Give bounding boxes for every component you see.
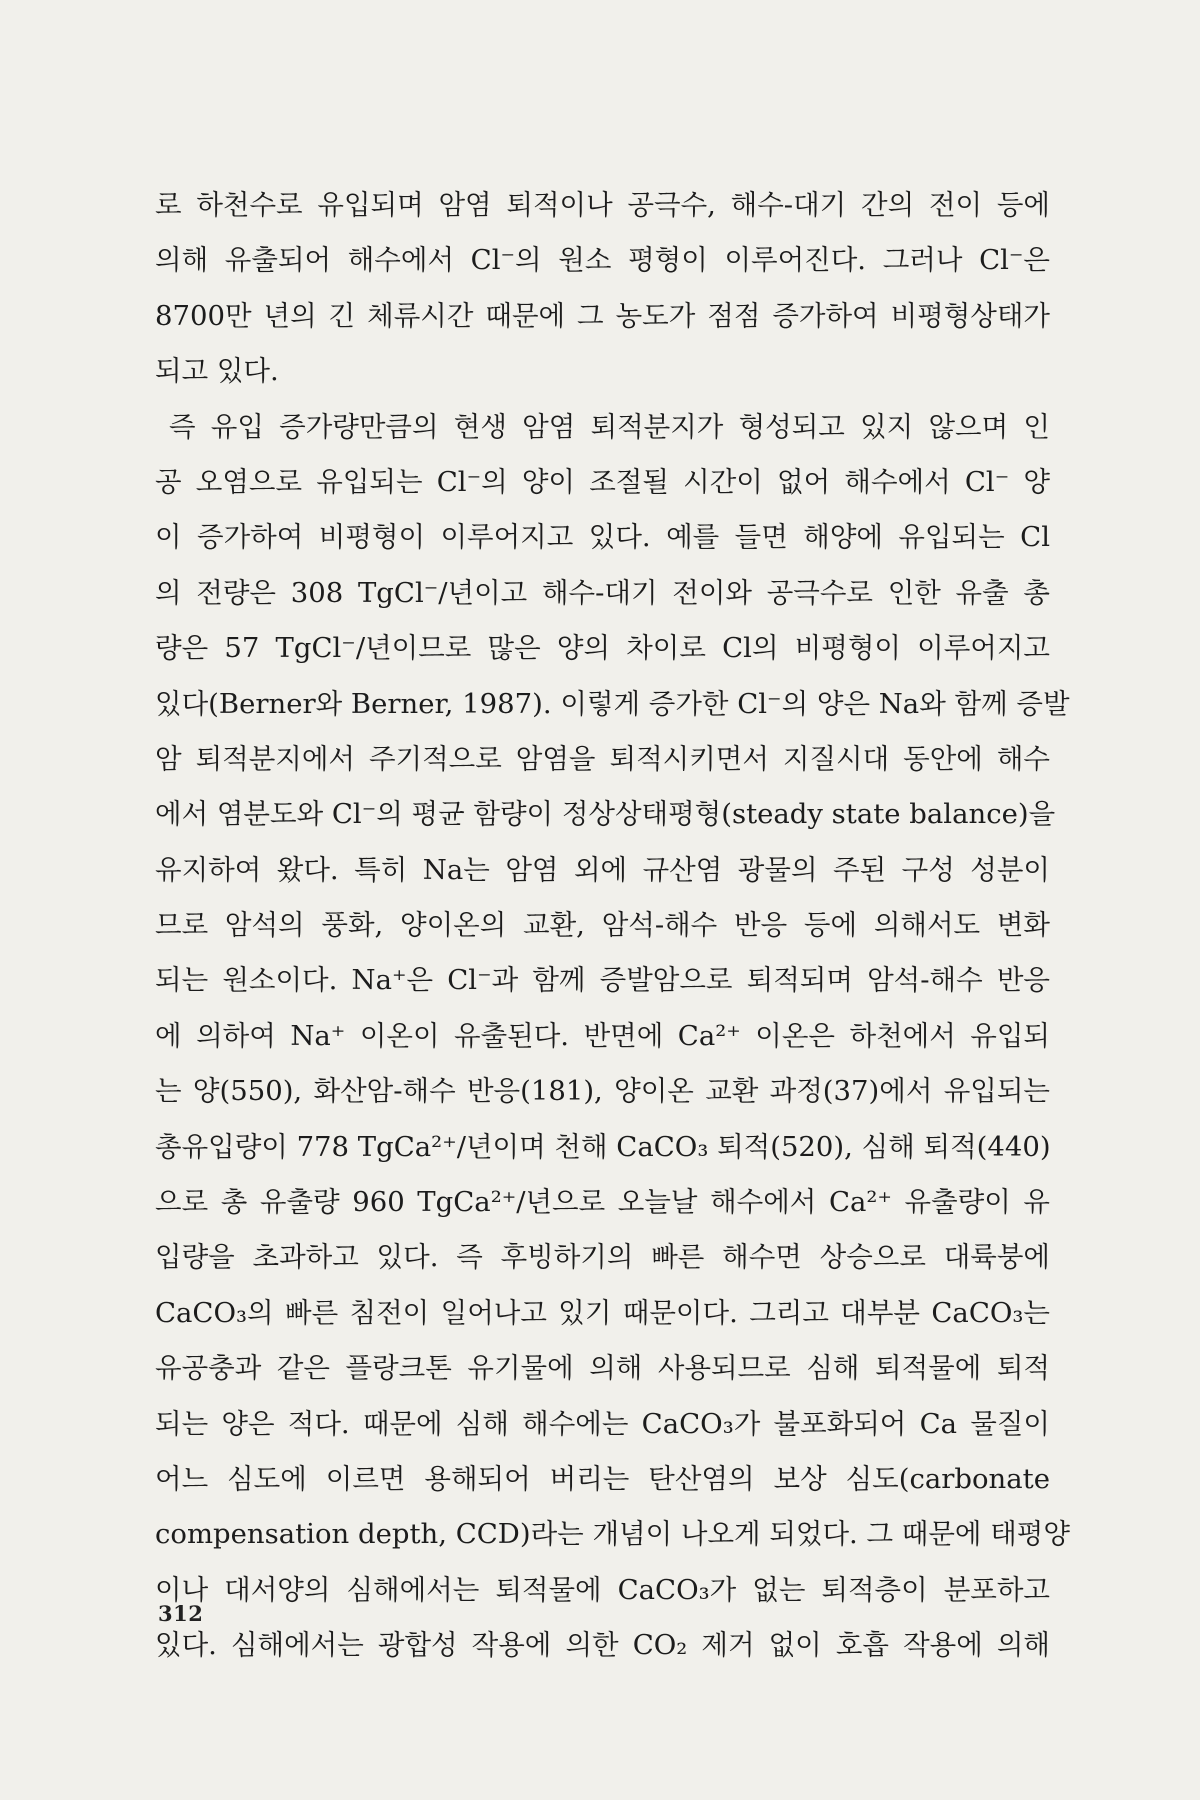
text-line: 있다. 심해에서는 광합성 작용에 의한 CO₂ 제거 없이 호흡 작용에 의해 (155, 1629, 1050, 1662)
text-line: 입량을 초과하고 있다. 즉 후빙하기의 빠른 해수면 상승으로 대륙붕에 (155, 1241, 1050, 1274)
text-line: 의 전량은 308 TgCl⁻/년이고 해수-대기 전이와 공극수로 인한 유출 총 (155, 576, 1050, 609)
text-line: 으로 총 유출량 960 TgCa²⁺/년으로 오늘날 해수에서 Ca²⁺ 유출량이 유 (155, 1186, 1050, 1219)
text-line: 유지하여 왔다. 특히 Na는 암염 외에 규산염 광물의 주된 구성 성분이 (155, 853, 1050, 886)
page-number: 312 (158, 1601, 204, 1626)
text-line: 어느 심도에 이르면 용해되어 버리는 탄산염의 보상 심도(carbonate (155, 1462, 1050, 1495)
text-line: 는 양(550), 화산암-해수 반응(181), 양이온 교환 과정(37)에서 유입되는 (155, 1075, 1050, 1108)
text-line: CaCO₃의 빠른 침전이 일어나고 있기 때문이다. 그리고 대부분 CaCO₃는 (155, 1296, 1050, 1329)
body-text (155, 178, 1070, 1674)
text-line: 므로 암석의 풍화, 양이온의 교환, 암석-해수 반응 등에 의해서도 변화 (155, 909, 1050, 942)
text-line: 되는 양은 적다. 때문에 심해 해수에는 CaCO₃가 불포화되어 Ca 물질이 (155, 1407, 1050, 1440)
text-line: 공 오염으로 유입되는 Cl⁻의 양이 조절될 시간이 없어 해수에서 Cl⁻ 양 (155, 465, 1050, 498)
text-line: 에서 염분도와 Cl⁻의 평균 함량이 정상상태평형(steady state balance)을 (155, 798, 1056, 831)
text-line: 에 의하여 Na⁺ 이온이 유출된다. 반면에 Ca²⁺ 이온은 하천에서 유입되 (155, 1019, 1050, 1052)
text-line: 량은 57 TgCl⁻/년이므로 많은 양의 차이로 Cl의 비평형이 이루어지고 (155, 632, 1050, 665)
text-line: 되는 원소이다. Na⁺은 Cl⁻과 함께 증발암으로 퇴적되며 암석-해수 반응 (155, 964, 1050, 997)
text-line: 즉 유입 증가량만큼의 현생 암염 퇴적분지가 형성되고 있지 않으며 인 (169, 410, 1050, 443)
text-line: 이나 대서양의 심해에서는 퇴적물에 CaCO₃가 없는 퇴적층이 분포하고 (155, 1573, 1050, 1606)
text-line: 의해 유출되어 해수에서 Cl⁻의 원소 평형이 이루어진다. 그러나 Cl⁻은 (155, 244, 1050, 277)
text-line: 이 증가하여 비평형이 이루어지고 있다. 예를 들면 해양에 유입되는 Cl (155, 521, 1050, 554)
text-line: 8700만 년의 긴 체류시간 때문에 그 농도가 점점 증가하여 비평형상태가 (155, 299, 1050, 332)
text-line: compensation depth, CCD)라는 개념이 나오게 되었다. 그 때문에 태평양 (155, 1518, 1070, 1551)
text-line: 암 퇴적분지에서 주기적으로 암염을 퇴적시키면서 지질시대 동안에 해수 (155, 742, 1050, 775)
text-line: 유공충과 같은 플랑크톤 유기물에 의해 사용되므로 심해 퇴적물에 퇴적 (155, 1352, 1050, 1385)
text-line: 있다(Berner와 Berner, 1987). 이렇게 증가한 Cl⁻의 양은 Na와 함께 증발 (155, 687, 1070, 720)
text-line: 로 하천수로 유입되며 암염 퇴적이나 공극수, 해수-대기 간의 전이 등에 (155, 189, 1050, 221)
text-line: 되고 있다. (155, 355, 279, 388)
text-line: 총유입량이 778 TgCa²⁺/년이며 천해 CaCO₃ 퇴적(520), 심해 퇴적(440) (155, 1130, 1051, 1163)
